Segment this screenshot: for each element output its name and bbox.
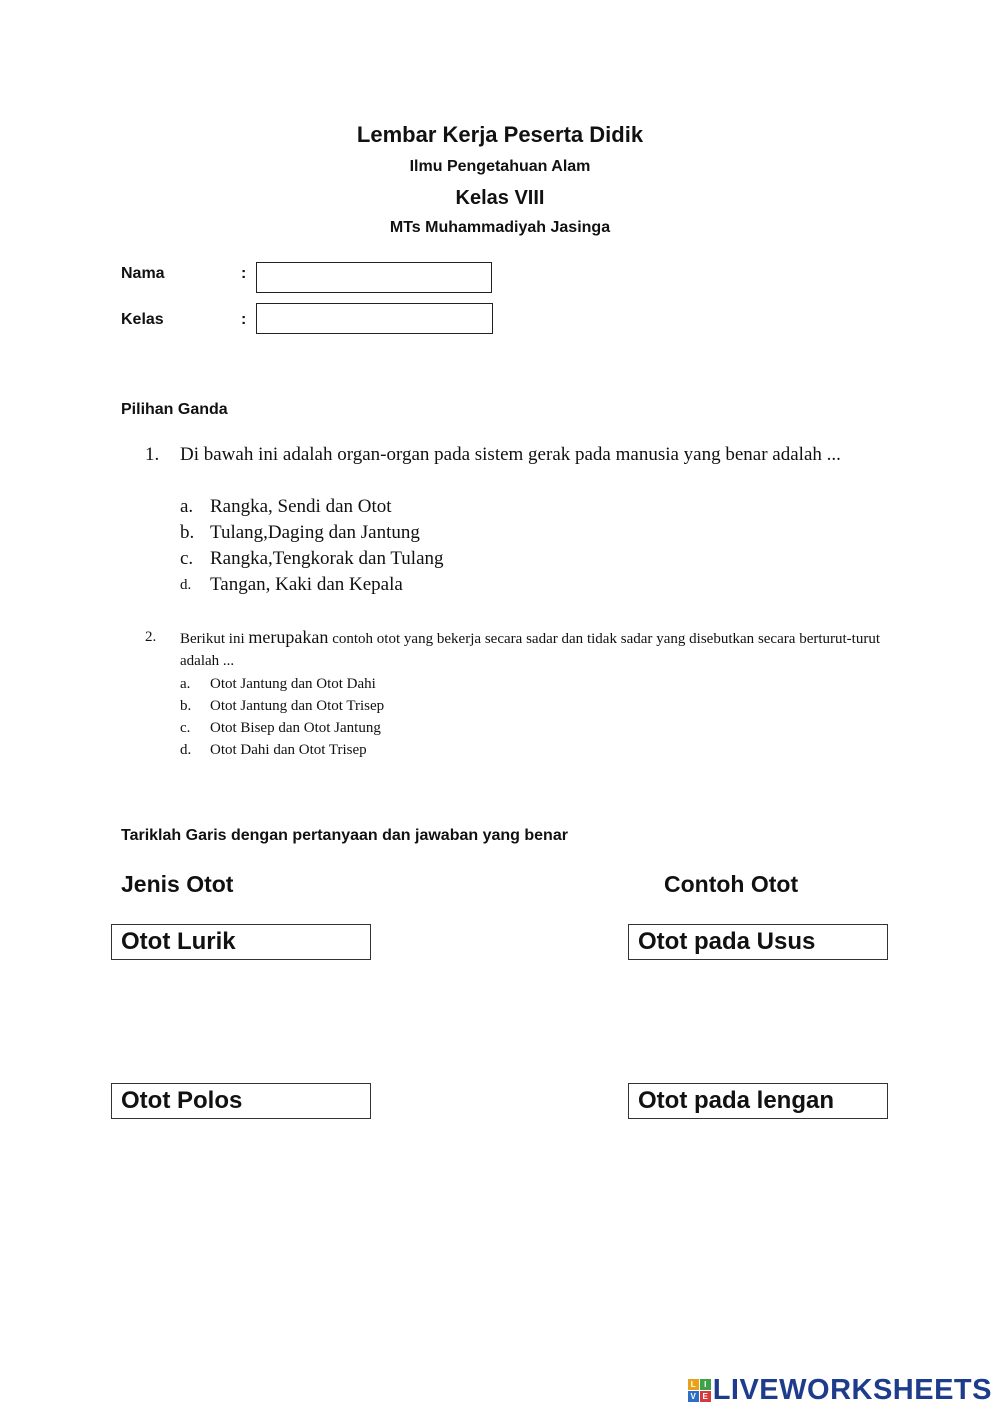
question-text: Di bawah ini adalah organ-organ pada sistem gerak pada manusia yang benar adalah ...	[180, 444, 841, 465]
option-letter: d.	[180, 577, 192, 593]
option-row[interactable]	[180, 494, 680, 520]
left-column-header: Jenis Otot	[121, 871, 234, 897]
question-text-end: contoh otot yang bekerja secara sadar dan tidak sadar yang disebutkan secara berturut-turut adalah ...	[180, 631, 881, 669]
match-left-item[interactable]: Otot Lurik	[111, 924, 371, 960]
liveworksheets-logo[interactable]	[688, 1374, 992, 1407]
option-letter: b.	[180, 698, 192, 714]
class-input[interactable]	[256, 303, 493, 334]
logo-icon	[688, 1379, 711, 1402]
option-letter: d.	[180, 742, 192, 758]
option-row[interactable]	[180, 673, 680, 695]
option-row[interactable]	[180, 739, 680, 761]
class-colon: :	[241, 311, 247, 328]
option-letter: c.	[180, 720, 191, 736]
name-colon: :	[241, 265, 247, 282]
grade-label: Kelas VIII	[455, 187, 545, 209]
match-left-item[interactable]: Otot Polos	[111, 1083, 371, 1119]
logo-tile: I	[700, 1379, 711, 1390]
option-letter: a.	[180, 676, 191, 692]
matching-instruction: Tariklah Garis dengan pertanyaan dan jawaban yang benar	[121, 827, 568, 844]
right-column-header: Contoh Otot	[664, 871, 799, 897]
multiple-choice-heading: Pilihan Ganda	[121, 401, 228, 418]
option-row[interactable]	[180, 695, 680, 717]
option-text: Otot Jantung dan Otot Trisep	[210, 698, 385, 714]
class-label: Kelas	[121, 311, 164, 328]
option-text: Otot Bisep dan Otot Jantung	[210, 720, 381, 736]
name-label: Nama	[121, 265, 165, 282]
logo-tile: V	[688, 1391, 699, 1402]
worksheet-title: Lembar Kerja Peserta Didik	[356, 122, 644, 147]
option-row[interactable]	[180, 520, 680, 546]
option-text: Rangka, Sendi dan Otot	[210, 496, 392, 517]
logo-tile: E	[700, 1391, 711, 1402]
option-text: Tulang,Daging dan Jantung	[210, 522, 420, 543]
question-text-emphasis: merupakan	[248, 627, 329, 647]
match-right-item[interactable]: Otot pada lengan	[628, 1083, 888, 1119]
option-row[interactable]	[180, 572, 680, 598]
match-right-item[interactable]: Otot pada Usus	[628, 924, 888, 960]
school-name: MTs Muhammadiyah Jasinga	[389, 219, 611, 236]
subject-label: Ilmu Pengetahuan Alam	[409, 158, 591, 175]
option-text: Rangka,Tengkorak dan Tulang	[210, 548, 444, 569]
option-text: Tangan, Kaki dan Kepala	[210, 574, 403, 595]
option-text: Otot Dahi dan Otot Trisep	[210, 742, 367, 758]
logo-tile: L	[688, 1379, 699, 1390]
option-letter: c.	[180, 548, 194, 569]
question-text	[180, 626, 880, 672]
question-options	[180, 494, 680, 598]
option-text: Otot Jantung dan Otot Dahi	[210, 676, 376, 692]
option-row[interactable]	[180, 546, 680, 572]
logo-wordmark: LIVEWORKSHEETS	[712, 1374, 992, 1406]
question-number: 1.	[145, 444, 160, 465]
option-row[interactable]	[180, 717, 680, 739]
question-text-start: Berikut ini	[180, 631, 245, 647]
name-input[interactable]	[256, 262, 492, 293]
question-number: 2.	[145, 629, 157, 645]
option-letter: a.	[180, 496, 194, 517]
question-options	[180, 673, 680, 761]
option-letter: b.	[180, 522, 195, 543]
